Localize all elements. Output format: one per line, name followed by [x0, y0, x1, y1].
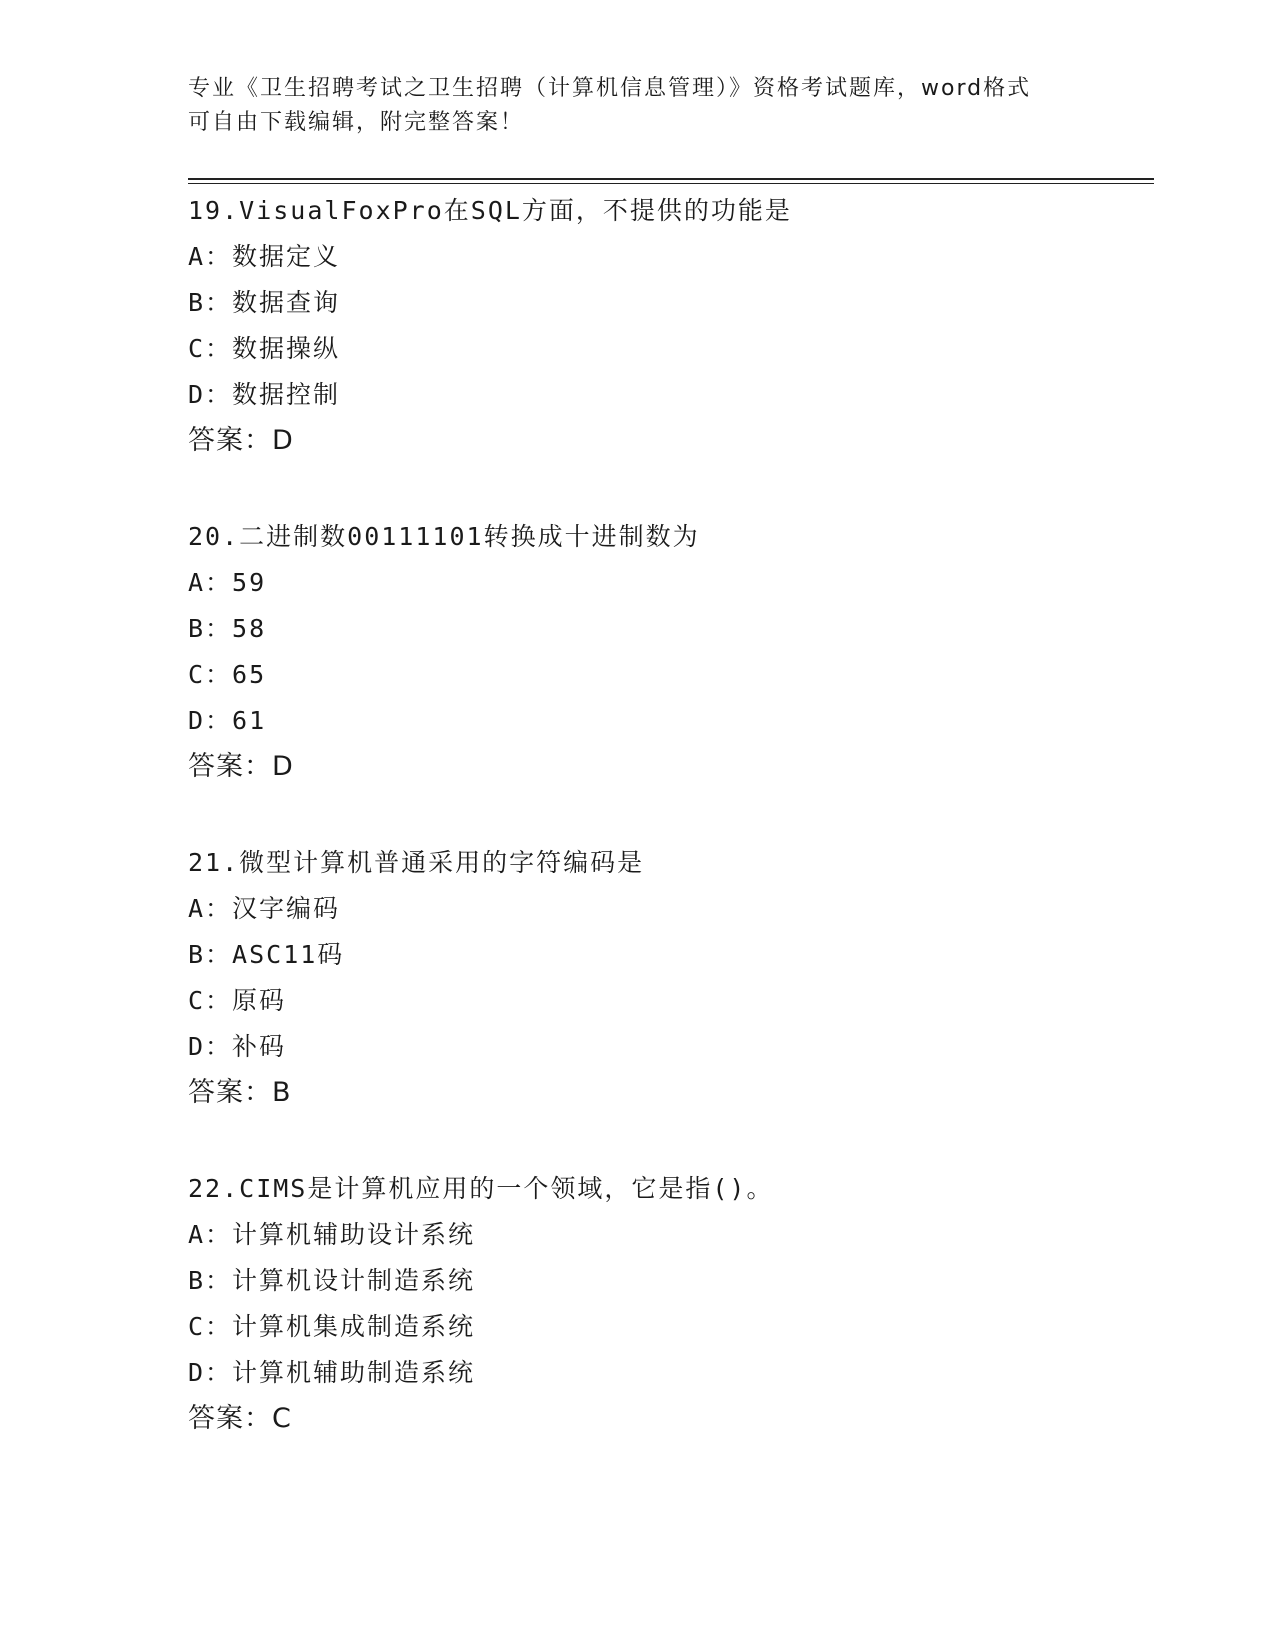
- answer-line: 答案：B: [188, 1077, 292, 1108]
- option-b: B：数据查询: [188, 288, 341, 317]
- option-c: C：数据操纵: [188, 334, 341, 363]
- question-21: [188, 840, 1148, 1116]
- option-a: A：59: [188, 568, 267, 597]
- option-d: D：补码: [188, 1032, 287, 1061]
- answer-line: 答案：D: [188, 425, 294, 456]
- option-d: D：61: [188, 706, 267, 735]
- option-d: D：数据控制: [188, 380, 341, 409]
- option-c: C：原码: [188, 986, 287, 1015]
- question-stem: 22.CIMS是计算机应用的一个领域，它是指()。: [188, 1174, 774, 1203]
- question-stem: 20.二进制数00111101转换成十进制数为: [188, 522, 700, 551]
- header-line-2: 可自由下载编辑，附完整答案！: [188, 110, 525, 135]
- option-a: A：数据定义: [188, 242, 341, 271]
- option-c: C：计算机集成制造系统: [188, 1312, 476, 1341]
- header-divider-thick: [188, 178, 1154, 180]
- question-19: [188, 188, 1148, 464]
- option-c: C：65: [188, 660, 267, 689]
- option-b: B：58: [188, 614, 267, 643]
- question-stem: 21.微型计算机普通采用的字符编码是: [188, 848, 645, 877]
- question-list: [188, 188, 1148, 1492]
- question-stem: 19.VisualFoxPro在SQL方面，不提供的功能是: [188, 196, 792, 225]
- option-b: B：计算机设计制造系统: [188, 1266, 476, 1295]
- header-line-1: 专业《卫生招聘考试之卫生招聘（计算机信息管理）》资格考试题库，word格式: [188, 76, 1032, 101]
- option-d: D：计算机辅助制造系统: [188, 1358, 476, 1387]
- option-b: B：ASC11码: [188, 940, 345, 969]
- option-a: A：汉字编码: [188, 894, 341, 923]
- answer-line: 答案：C: [188, 1403, 292, 1434]
- question-20: [188, 514, 1148, 790]
- answer-line: 答案：D: [188, 751, 294, 782]
- document-header: [188, 72, 1088, 140]
- question-22: [188, 1166, 1148, 1442]
- header-divider-thin: [188, 183, 1154, 184]
- option-a: A：计算机辅助设计系统: [188, 1220, 476, 1249]
